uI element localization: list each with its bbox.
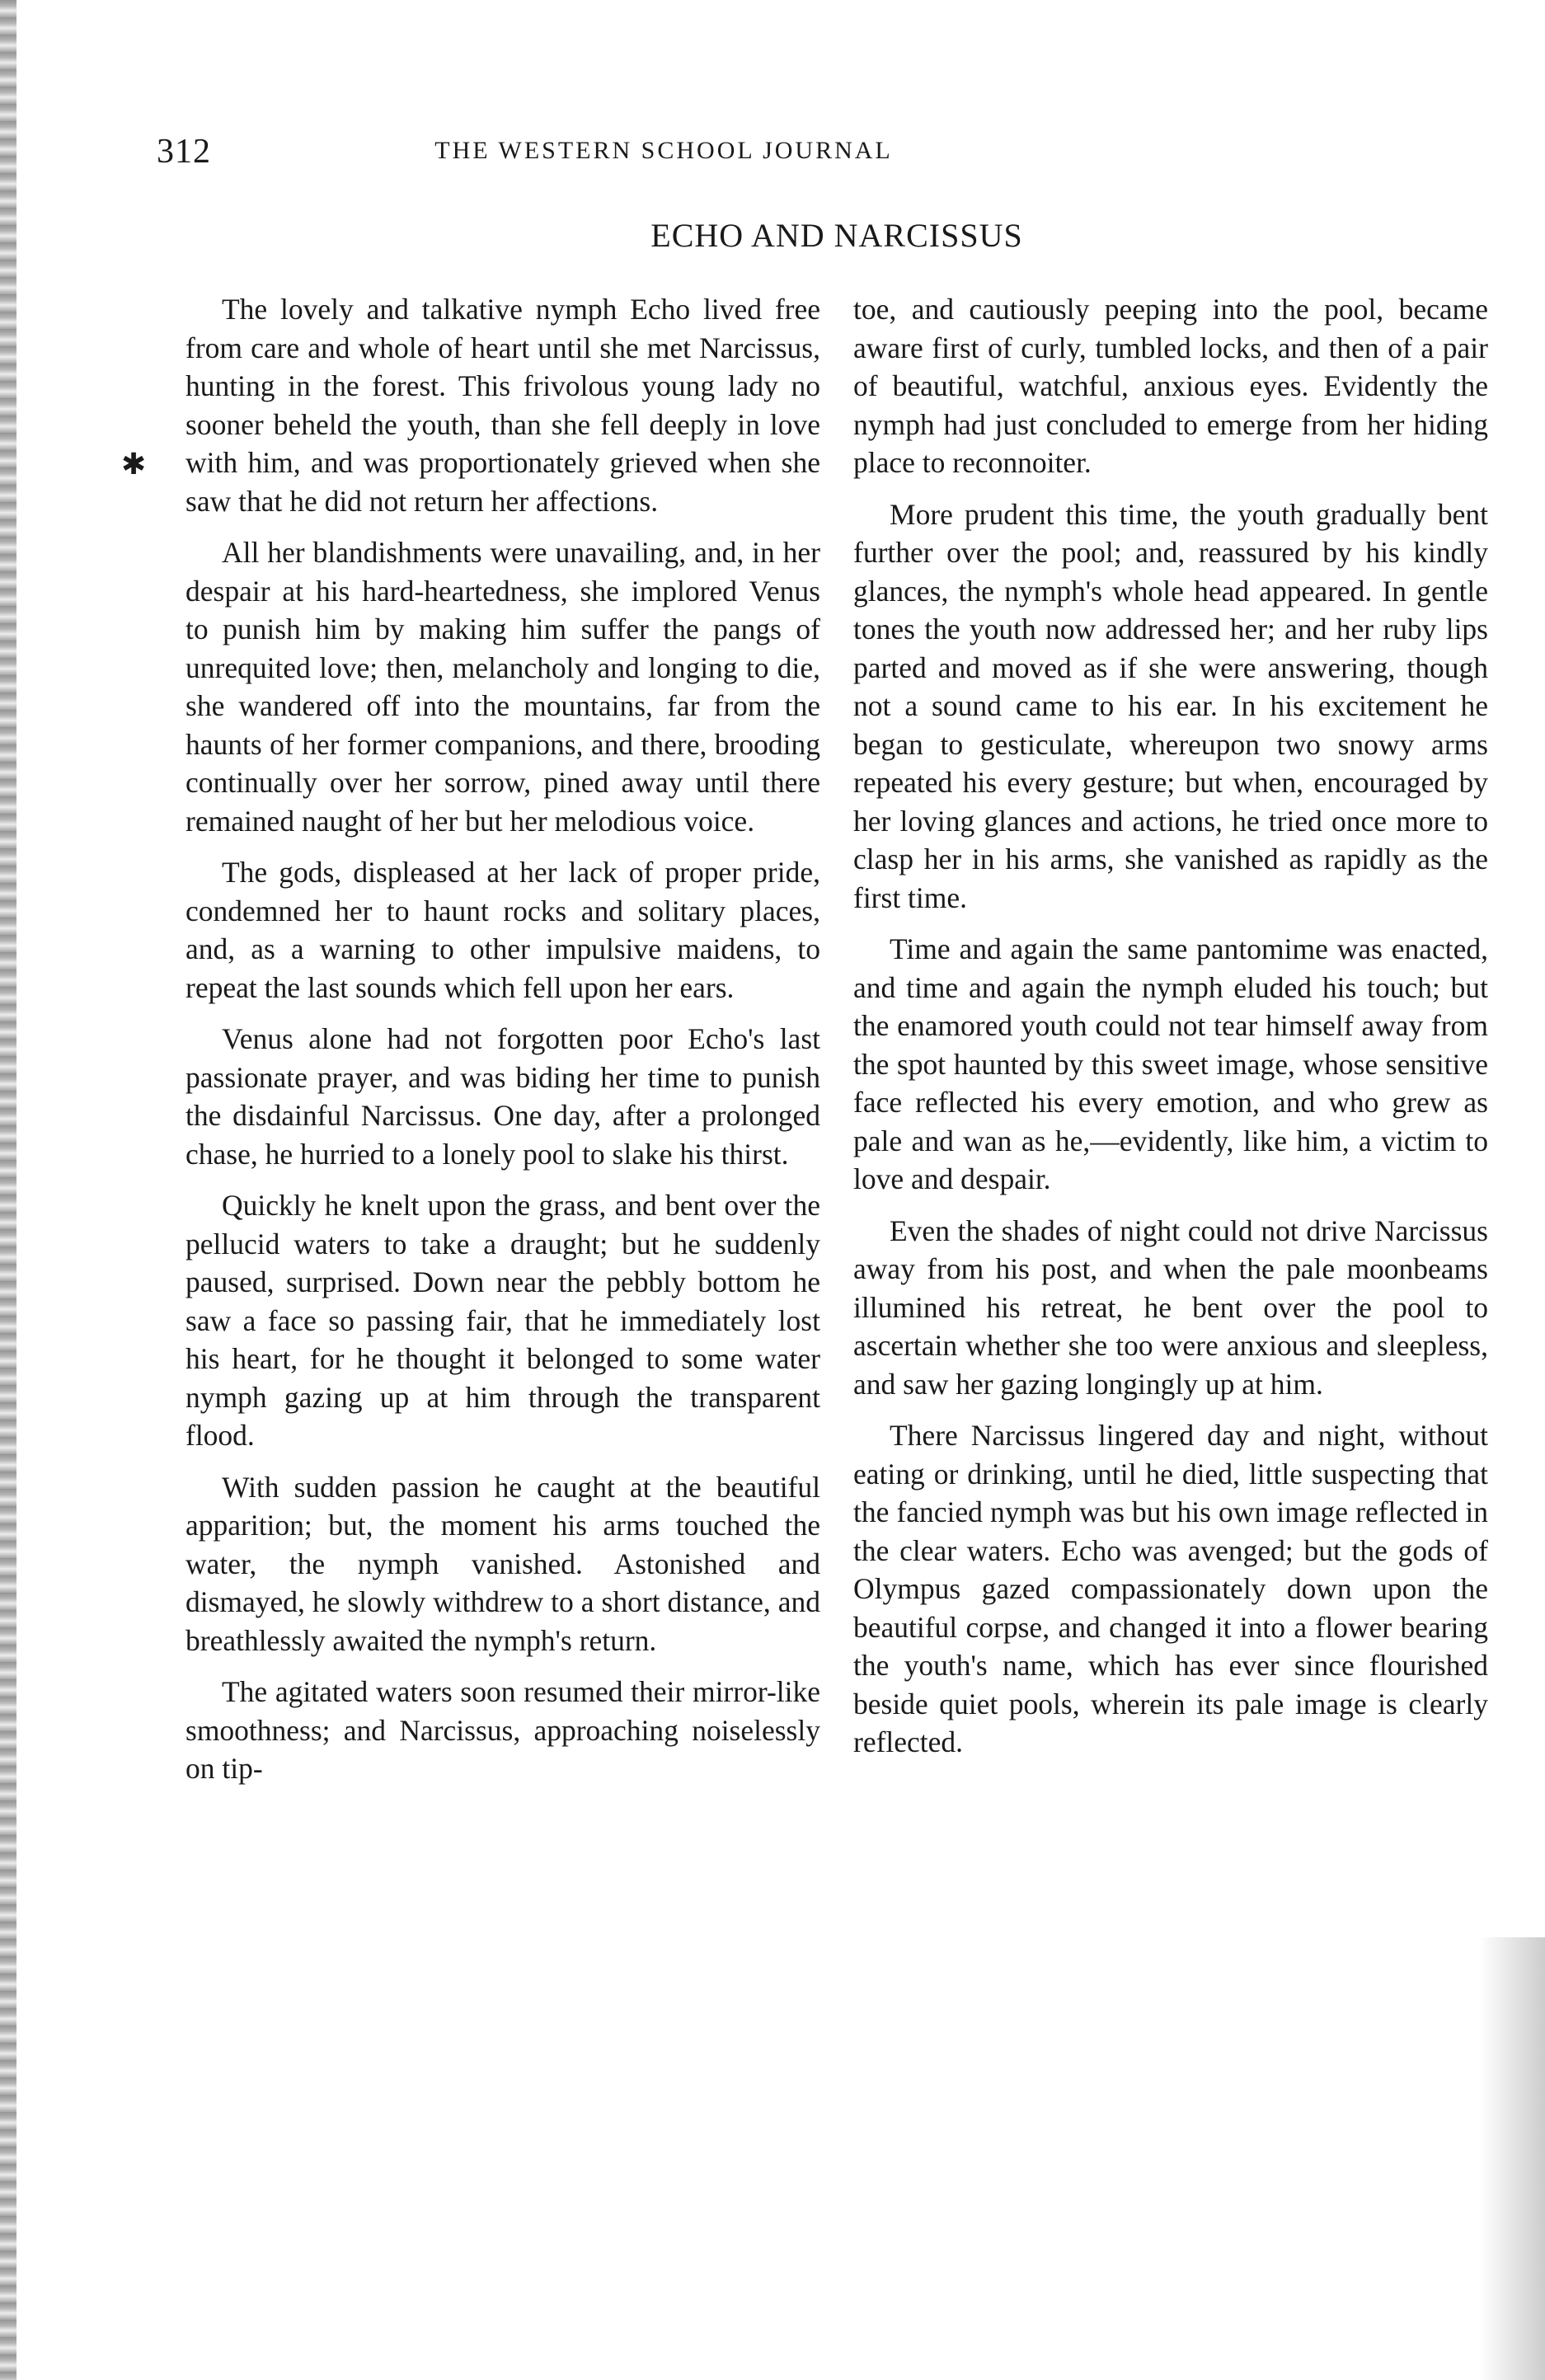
paragraph: With sudden passion he caught at the beautiful apparition; but, the moment his arms touched the water, the nymph vanished. Astonished and dismayed, he slowly withdrew to a short distance, and breathlessly awaited the nymph's return. xyxy=(185,1470,820,1657)
page-header xyxy=(157,132,1171,173)
paragraph: The lovely and talkative nymph Echo lived free from care and whole of heart until she met Narcissus, hunting in the forest. This frivolous young lady no sooner beheld the youth, than she fell deeply in love with him, and was proportionately grieved when she saw that he did not return her affections. xyxy=(185,293,820,518)
paragraph: More prudent this time, the youth gradually bent further over the pool; and, reassured by his kindly glances, the nymph's whole head appeared. In gentle tones the youth now addressed her; and her ruby lips parted and moved as if she were answering, though not a sound came to his ear. In his excitement he began to gesticulate, whereupon two snowy arms repeated his every gesture; but when, encouraged by her loving glances and actions, he tried once more to clasp her in his arms, she vanished as rapidly as the first time. xyxy=(853,497,1488,914)
article-title: ECHO AND NARCISSUS xyxy=(650,217,1023,254)
paragraph: Venus alone had not forgotten poor Echo's last passionate prayer, and was biding her time to punish the disdainful Narcissus. One day, after a prolonged chase, he hurried to a lonely pool to slake his thirst. xyxy=(185,1022,820,1171)
paragraph: The gods, displeased at her lack of proper pride, condemned her to haunt rocks and solitary places, and, as a warning to other impulsive maidens, to repeat the last sounds which fell upon her ears. xyxy=(185,856,820,1004)
right-column xyxy=(853,290,1488,2285)
paragraph-continued: toe, and cautiously peeping into the pool, became aware first of curly, tumbled locks, and then of a pair of beautiful, watchful, anxious eyes. Evidently the nymph had just concluded to emerge from her hiding place to reconnoiter. xyxy=(853,293,1488,479)
left-column xyxy=(185,290,820,2285)
running-head: THE WESTERN SCHOOL JOURNAL xyxy=(434,137,893,164)
paragraph: Quickly he knelt upon the grass, and bent over the pellucid waters to take a draught; but he suddenly paused, surprised. Down near the pebbly bottom he saw a face so passing fair, that he immediately lost his heart, for he thought it belonged to some water nymph gazing up at him through the transparent flood. xyxy=(185,1189,820,1452)
margin-mark: ✱ xyxy=(121,448,147,481)
scan-edge-right xyxy=(1479,1937,1545,2380)
paragraph: Even the shades of night could not drive Narcissus away from his post, and when the pale moonbeams illumined his retreat, he bent over the pool to ascertain whether she too were anxious and sleepless, and saw her gazing longingly up at him. xyxy=(853,1213,1488,1401)
paragraph: There Narcissus lingered day and night, without eating or drinking, until he died, little suspecting that the fancied nymph was but his own image reflected in the clear waters. Echo was avenged; but the gods of Olympus gazed compassionately down upon the beautiful corpse, and changed it into a flower bearing the youth's name, which has ever since flourished beside quiet pools, wherein its pale image is clearly reflected. xyxy=(853,1419,1488,1758)
paragraph: Time and again the same pantomime was enacted, and time and again the nymph eluded his touch; but the enamored youth could not tear himself away from the spot haunted by this sweet image, whose sensitive face reflected his every emotion, and who grew as pale and wan as he,—evidently, like him, a victim to love and despair. xyxy=(853,932,1488,1195)
paragraph: All her blandishments were unavailing, and, in her despair at his hard-heartedness, she implored Venus to punish him by making him suffer the pangs of unrequited love; then, melancholy and longing to die, she wandered off into the mountains, far from the haunts of her former companions, and there, brooding continually over her sorrow, pined away until there remained naught of her but her melodious voice. xyxy=(185,536,820,838)
paragraph: The agitated waters soon resumed their mirror-like smoothness; and Narcissus, approaching noiselessly on tip- xyxy=(185,1675,820,1785)
page-number: 312 xyxy=(157,133,211,171)
article-body xyxy=(185,290,1488,2285)
scan-edge-left xyxy=(0,0,16,2380)
